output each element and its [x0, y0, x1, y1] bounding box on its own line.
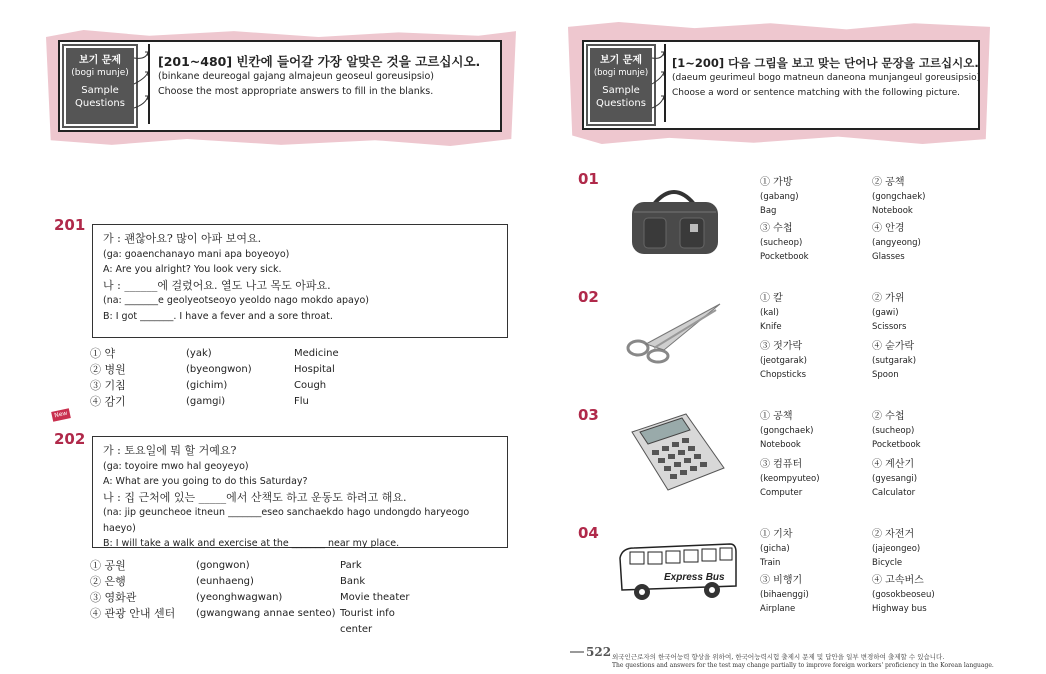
- right-instr-roman: (daeum geurimeul bogo matneun daneona munjangeul goreusipsio): [672, 73, 981, 83]
- left-sample-label: [64, 46, 136, 126]
- new-badge: New: [51, 408, 71, 422]
- dialog-line: 나 : 집 근처에 있는 _____에서 산책도 하고 운동도 하려고 해요.: [103, 490, 407, 504]
- option-english: Tourist info center: [340, 608, 395, 635]
- right-instr-english: Choose a word or sentence matching with the following picture.: [672, 88, 961, 98]
- picture-choices-01: [760, 176, 960, 266]
- picture-choices-04: [760, 528, 960, 618]
- dialog-line: (ga: goaenchanayo mani apa boyeoyo): [103, 248, 290, 260]
- option-row[interactable]: [90, 574, 430, 590]
- bus-icon: [614, 540, 738, 606]
- option-roman: (yak): [186, 348, 212, 359]
- choice[interactable]: ① 가방 (gabang) Bag: [760, 177, 799, 216]
- option-korean: ③ 기침: [90, 379, 126, 392]
- scissors-icon: [624, 300, 724, 364]
- option-english: Park: [340, 560, 362, 571]
- option-row[interactable]: [90, 378, 390, 394]
- left-instr-korean: [201~480] 빈칸에 들어갈 가장 알맞은 것을 고르십시오.: [158, 54, 481, 69]
- question-202-options: [90, 558, 430, 635]
- left-instr-english: Choose the most appropriate answers to fill in the blanks.: [158, 86, 434, 97]
- choice[interactable]: ③ 비행기 (bihaenggi) Airplane: [760, 575, 809, 614]
- choice[interactable]: ④ 안경 (angyeong) Glasses: [872, 223, 921, 262]
- left-label-english2: Questions: [75, 98, 125, 109]
- option-korean: ② 은행: [90, 575, 126, 588]
- choice[interactable]: ② 자전거 (jajeongeo) Bicycle: [872, 529, 921, 568]
- dialog-line: B: I got _______. I have a fever and a sore throat.: [103, 310, 333, 322]
- option-english: Cough: [294, 380, 327, 391]
- question-number: 04: [578, 524, 599, 542]
- right-sample-label: [588, 46, 654, 124]
- right-instructions: [672, 56, 980, 101]
- dialog-line: A: What are you going to do this Saturday?: [103, 476, 308, 487]
- right-label-korean: 보기 문제: [599, 55, 643, 66]
- option-english: Medicine: [294, 348, 339, 359]
- right-instr-korean: [1~200] 다음 그림을 보고 맞는 단어나 문장을 고르십시오.: [672, 56, 979, 70]
- option-english: Movie theater: [340, 592, 410, 603]
- choice[interactable]: ③ 수첩 (sucheop) Pocketbook: [760, 223, 809, 262]
- dialog-line: 가 : 토요일에 뭐 할 거예요?: [103, 444, 237, 457]
- question-number: 202: [54, 430, 86, 448]
- left-instr-roman: (binkane deureogal gajang almajeun geoseul goreusipsio): [158, 71, 434, 82]
- choice[interactable]: ④ 숟가락 (sutgarak) Spoon: [872, 341, 917, 380]
- choice[interactable]: ③ 컴퓨터 (keompyuteo) Computer: [760, 459, 820, 498]
- page-number: 522: [586, 645, 612, 659]
- right-divider: [664, 44, 666, 122]
- dialog-line: A: Are you alright? You look very sick.: [103, 264, 282, 275]
- choice[interactable]: ② 가위 (gawi) Scissors: [872, 293, 907, 332]
- calculator-icon: [628, 412, 726, 492]
- footer-dash: [570, 651, 584, 653]
- option-roman: (gamgi): [186, 396, 226, 407]
- option-korean: ④ 감기: [90, 395, 126, 408]
- option-roman: (eunhaeng): [196, 576, 254, 587]
- picture-choices-02: [760, 292, 960, 382]
- option-english: Bank: [340, 576, 366, 587]
- option-korean: ① 공원: [90, 559, 126, 572]
- option-roman: (gichim): [186, 380, 228, 391]
- dialog-line: 가 : 괜찮아요? 많이 아파 보여요.: [103, 232, 262, 245]
- right-label-english2: Questions: [596, 98, 646, 109]
- option-korean: ③ 영화관: [90, 591, 137, 604]
- option-korean: ④ 관광 안내 센터: [90, 607, 176, 620]
- choice[interactable]: ③ 젓가락 (jeotgarak) Chopsticks: [760, 341, 807, 380]
- question-201-dialog: [92, 224, 508, 338]
- picture-choices-03: [760, 410, 960, 500]
- left-label-korean: 보기 문제: [78, 55, 122, 66]
- question-number: 01: [578, 170, 599, 188]
- option-roman: (gongwon): [196, 560, 250, 571]
- bag-icon: [624, 184, 724, 264]
- option-roman: (gwangwang annae senteo): [196, 608, 336, 619]
- option-roman: (byeongwon): [186, 364, 252, 375]
- bus-sign-text: Express Bus: [664, 572, 725, 583]
- choice[interactable]: ① 공책 (gongchaek) Notebook: [760, 411, 814, 450]
- choice[interactable]: ④ 계산기 (gyesangi) Calculator: [872, 459, 918, 498]
- choice[interactable]: ④ 고속버스 (gosokbeoseu) Highway bus: [872, 575, 935, 614]
- option-row[interactable]: [90, 590, 430, 606]
- option-english: Hospital: [294, 364, 335, 375]
- choice[interactable]: ① 기차 (gicha) Train: [760, 529, 793, 568]
- left-divider: [148, 44, 150, 124]
- footer-notice-english: The questions and answers for the test may change partially to improve foreign workers' proficiency in the Korean language.: [612, 662, 994, 669]
- dialog-line: B: I will take a walk and exercise at the _______ near my place.: [103, 538, 400, 549]
- dialog-line: (na: _______e geolyeotseoyo yeoldo nago mokdo apayo): [103, 295, 370, 306]
- question-number: 02: [578, 288, 599, 306]
- option-roman: (yeonghwagwan): [196, 592, 283, 603]
- question-number: 201: [54, 216, 86, 234]
- left-instructions: [158, 54, 480, 99]
- choice[interactable]: ① 칼 (kal) Knife: [760, 293, 783, 332]
- question-202-dialog: [92, 436, 508, 548]
- question-number: 03: [578, 406, 599, 424]
- option-row[interactable]: [90, 346, 390, 362]
- dialog-line: 나 : ______에 걸렸어요. 열도 나고 목도 아파요.: [103, 278, 331, 292]
- option-english: Flu: [294, 396, 309, 407]
- choice[interactable]: ② 수첩 (sucheop) Pocketbook: [872, 411, 921, 450]
- right-label-roman: (bogi munje): [593, 68, 649, 78]
- option-korean: ① 약: [90, 347, 116, 360]
- option-row[interactable]: [90, 606, 430, 635]
- option-row[interactable]: [90, 394, 390, 410]
- left-label-roman: (bogi munje): [71, 68, 129, 78]
- choice[interactable]: ② 공책 (gongchaek) Notebook: [872, 177, 926, 216]
- right-label-english1: Sample: [602, 85, 640, 96]
- question-201-options: [90, 346, 390, 410]
- option-row[interactable]: [90, 558, 430, 574]
- dialog-line: (na: jip geuncheoe itneun _______eseo sanchaekdo hago undongdo haryeogo haeyo): [103, 507, 470, 534]
- left-label-english1: Sample: [81, 85, 119, 96]
- option-korean: ② 병원: [90, 363, 126, 376]
- footer-notice-korean: 외국인근로자의 한국어능력 향상을 위하여, 한국어능력시험 출제시 문제 및 답안을 일부 변경하여 출제할 수 있습니다.: [612, 653, 945, 661]
- dialog-line: (ga: toyoire mwo hal geoyeyo): [103, 460, 249, 472]
- option-row[interactable]: [90, 362, 390, 378]
